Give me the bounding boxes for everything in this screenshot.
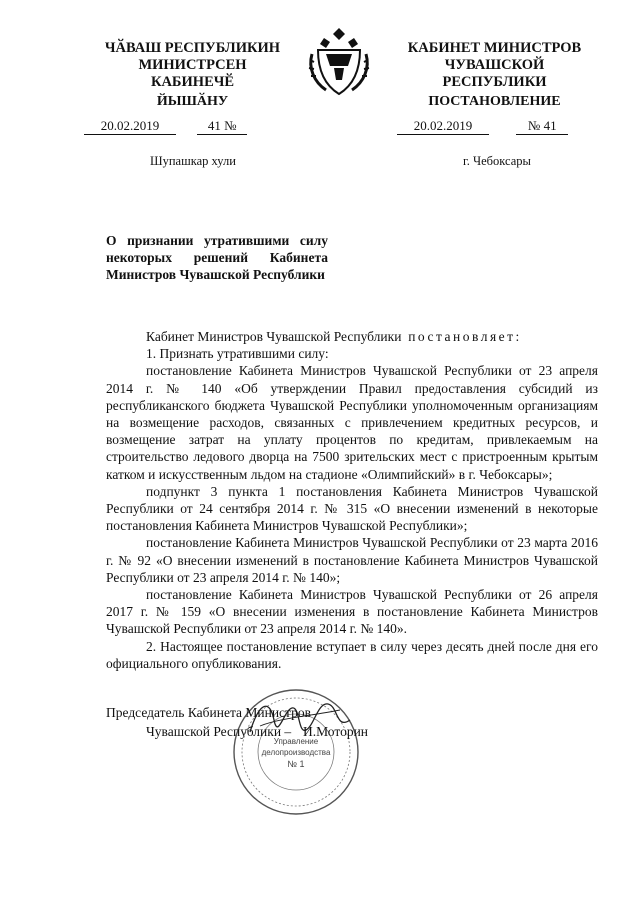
date-left: 20.02.2019 xyxy=(84,118,176,135)
header-left-chuvash xyxy=(100,40,285,91)
body-item-1c: постановление Кабинета Министров Чувашской Республики от 23 марта 2016 г. № 92 «О внесении изменений в постановление Кабинета Министров Чувашской Республики от 23 апреля 2014 г. № 140»; xyxy=(106,535,598,585)
document-title: О признании утратившими силу некоторых решений Кабинета Министров Чувашской Республики xyxy=(106,233,328,282)
coat-of-arms-emblem-icon xyxy=(304,24,374,100)
dateline-right xyxy=(397,118,568,135)
signature-block xyxy=(106,703,369,741)
body-item-1a: постановление Кабинета Министров Чувашской Республики от 23 апреля 2014 г. № 140 «Об утверждении Правил предоставления субсидий из республиканского бюджета Чувашской Республики уполномоченным организациям на возмещение расходов, связанных с привлечением кредитных ресурсов, и возмещение затрат на уплату процентов по кредитам, привлекаемым на строительство ледового дворца на 7500 зрительских мест с пристроенным крытым катком и искусственным льдом на стадионе «Олимпийский» в г. Чебоксары»; xyxy=(106,363,598,482)
header-right-russian xyxy=(392,40,597,91)
city-left: Шупашкар хули xyxy=(150,154,236,168)
doctype-left: ЙЫШӐНУ xyxy=(156,94,229,109)
decree-word: постановляет: xyxy=(408,329,522,344)
body-item-2: 2. Настоящее постановление вступает в силу через десять дней после дня его официального опубликования. xyxy=(106,638,598,671)
header-left-line1: ЧӐВАШ РЕСПУБЛИКИН xyxy=(104,40,281,56)
signer-position-line2: Чувашской Республики – xyxy=(146,724,292,739)
signer-name: И.Моторин xyxy=(303,724,369,739)
header-right-line2: ЧУВАШСКОЙ РЕСПУБЛИКИ xyxy=(442,57,547,90)
seal-line2: делопроизводства xyxy=(261,748,331,757)
date-right: 20.02.2019 xyxy=(397,118,489,135)
document-body xyxy=(106,328,598,672)
header-right-line1: КАБИНЕТ МИНИСТРОВ xyxy=(407,40,582,56)
doctype-right: ПОСТАНОВЛЕНИЕ xyxy=(428,94,561,109)
header-left-line2: МИНИСТРСЕН КАБИНЕЧӖ xyxy=(138,57,247,90)
body-item-1d: постановление Кабинета Министров Чувашской Республики от 26 апреля 2017 г. № 159 «О внесении изменения в постановление Кабинета Министров Чувашской Республики от 23 апреля 2014 г. № 140». xyxy=(106,587,598,637)
dateline-left xyxy=(84,118,247,135)
body-intro: Кабинет Министров Чувашской Республики постановляет: xyxy=(146,329,522,344)
seal-line3: № 1 xyxy=(287,759,305,769)
body-item-1: 1. Признать утратившими силу: xyxy=(146,346,329,362)
seal-line1: Управление xyxy=(273,737,319,746)
signer-position-line1: Председатель Кабинета Министров xyxy=(106,705,311,720)
body-item-1b: подпункт 3 пункта 1 постановления Кабинета Министров Чувашской Республики от 24 сентября 2014 г. № 315 «О внесении изменений в некоторые постановления Кабинета Министров Чувашской Республики»; xyxy=(106,483,598,534)
number-left: 41 № xyxy=(197,118,247,135)
number-right: № 41 xyxy=(516,118,568,135)
city-right: г. Чебоксары xyxy=(463,154,531,168)
